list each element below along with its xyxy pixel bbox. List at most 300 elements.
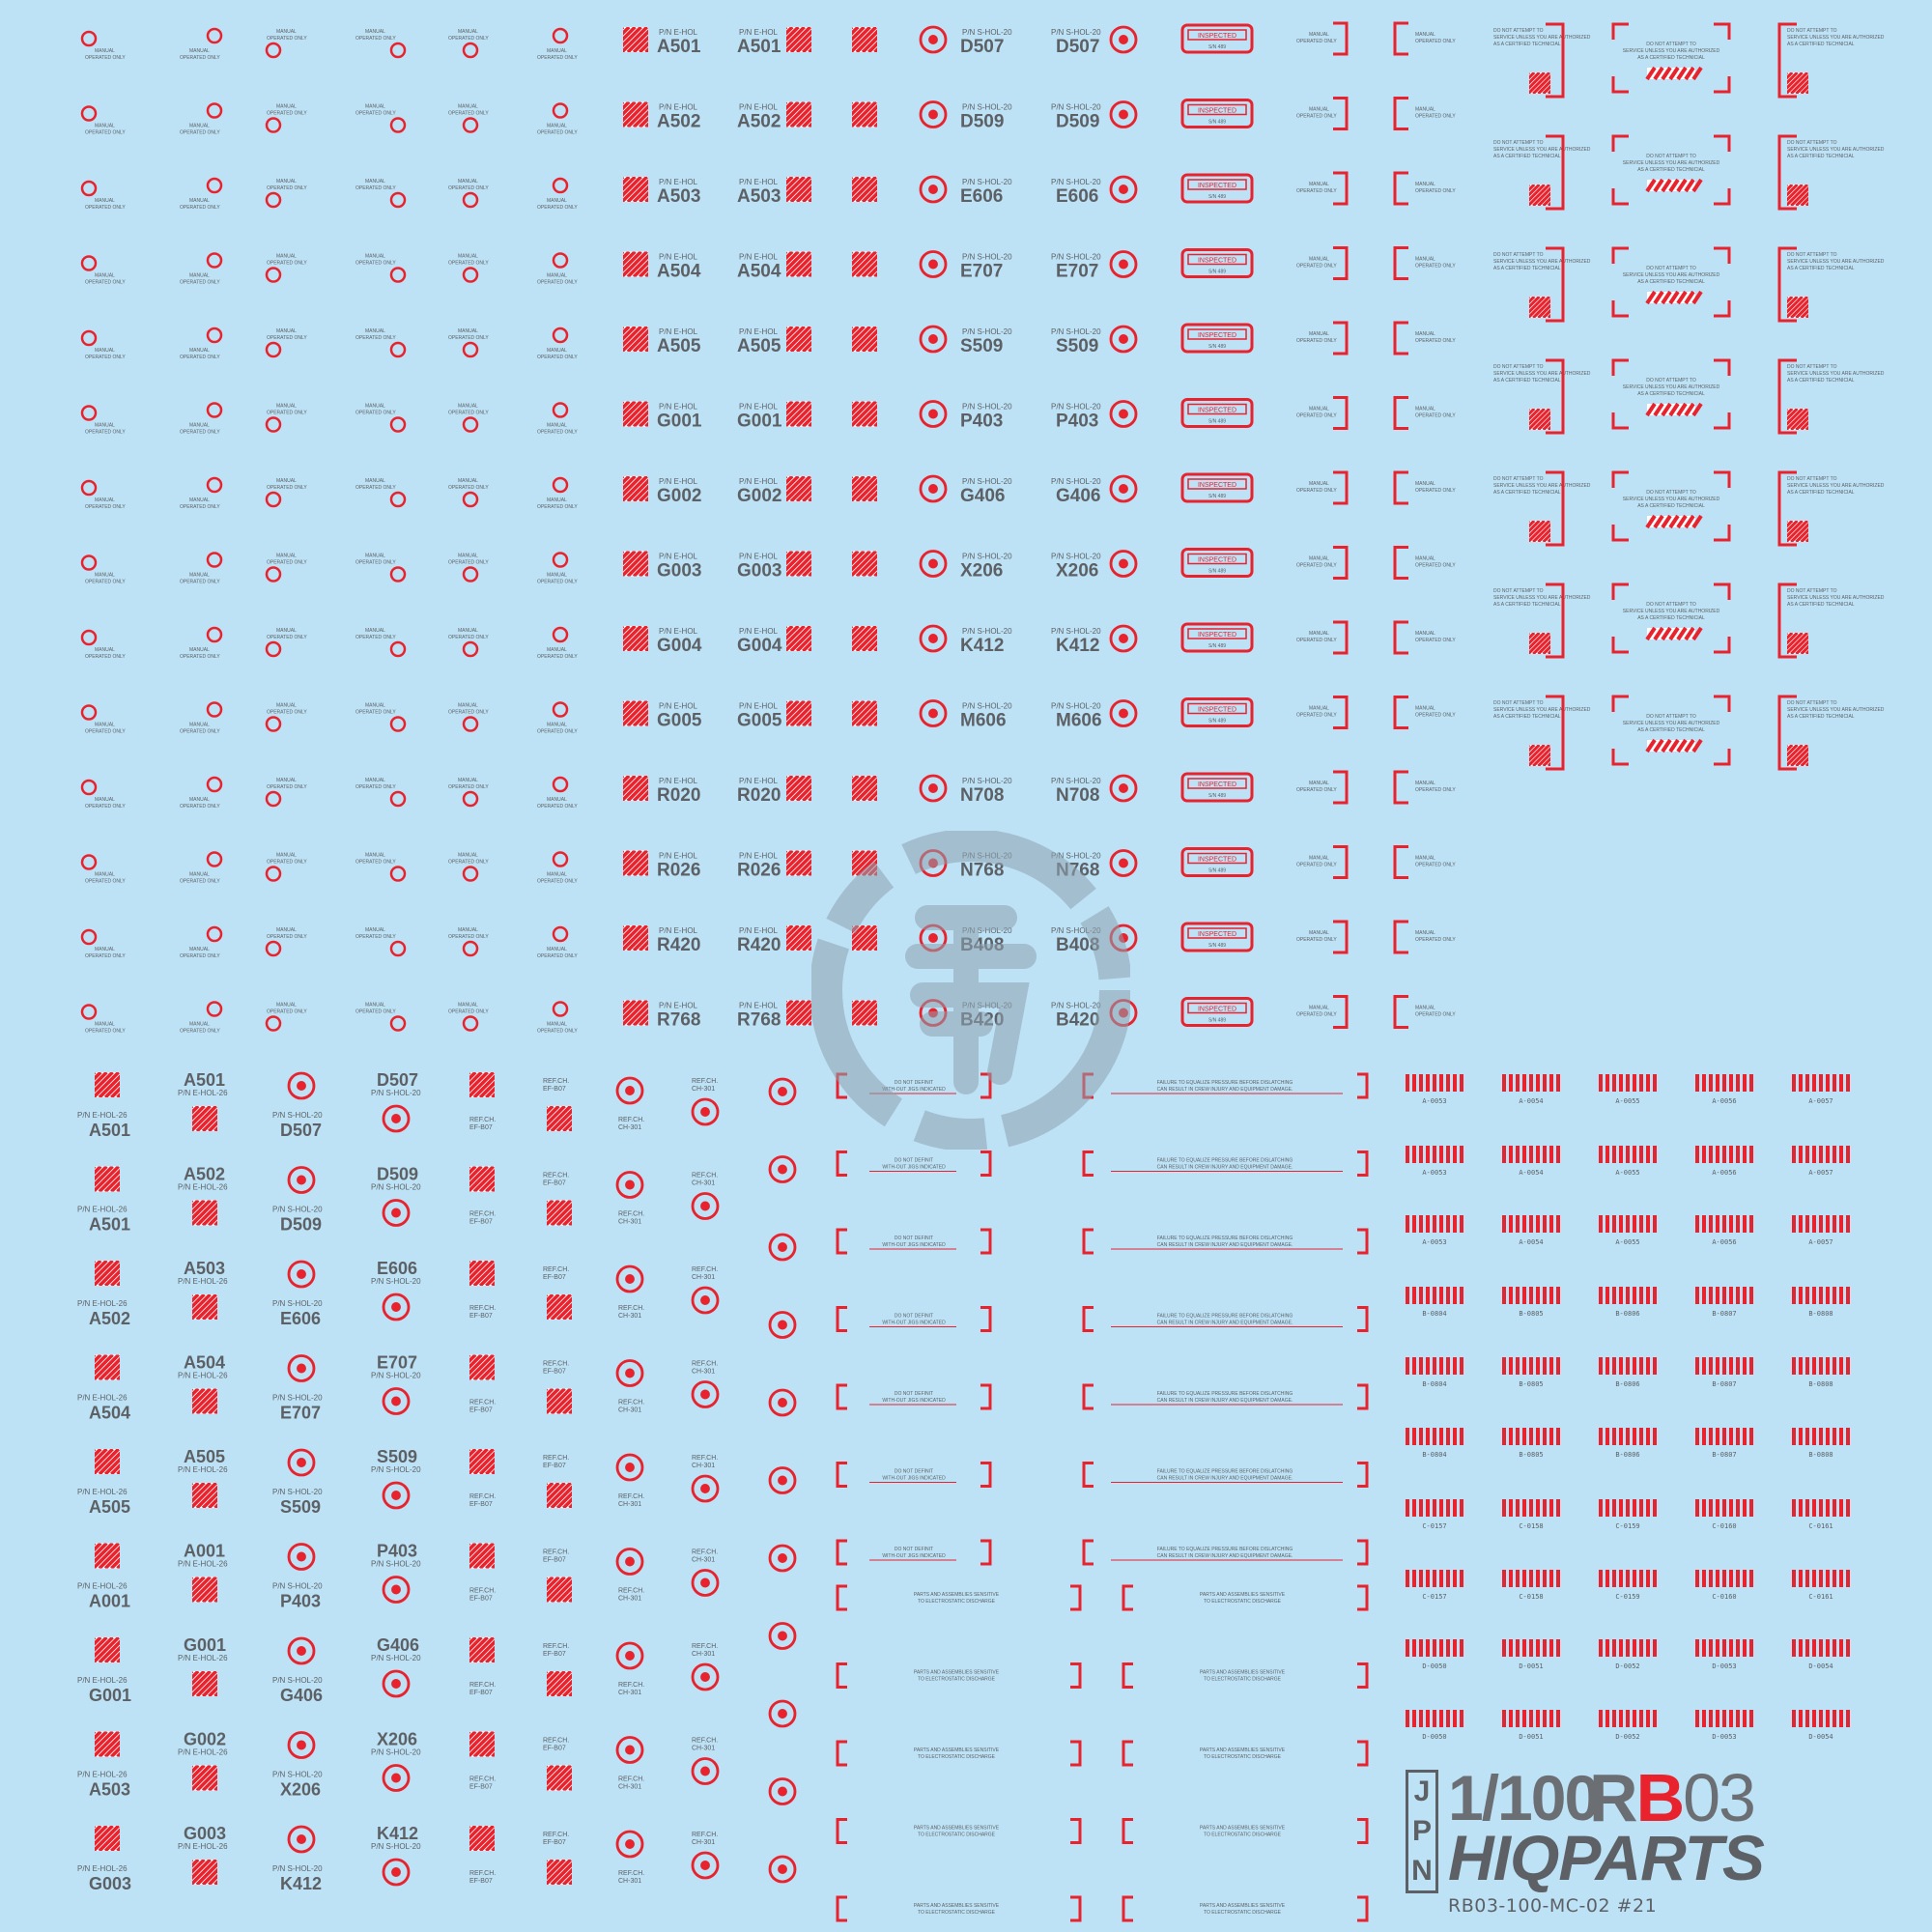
target-marker-dot bbox=[297, 1081, 306, 1091]
hatch-square-stripe bbox=[522, 1294, 547, 1320]
barcode-bar bbox=[1736, 1215, 1740, 1233]
barcode-bar bbox=[1729, 1287, 1733, 1304]
barcode-bar bbox=[1805, 1570, 1809, 1587]
hatch-square-stripe bbox=[141, 1637, 166, 1662]
target-marker-dot bbox=[625, 1274, 635, 1284]
barcode-bar bbox=[1529, 1639, 1533, 1657]
barcode-bar bbox=[1439, 1215, 1443, 1233]
barcode-bar bbox=[1605, 1215, 1609, 1233]
hatch-square-stripe bbox=[893, 626, 918, 651]
barcode-bar bbox=[1529, 1074, 1533, 1092]
part-code: G406 bbox=[960, 486, 1006, 506]
hatch-square-stripe bbox=[129, 1544, 155, 1569]
hatch-square-stripe bbox=[815, 402, 840, 427]
hatch-square-stripe bbox=[821, 177, 846, 202]
part-number-prefix: P/N S-HOL-20 bbox=[371, 1842, 421, 1851]
barcode-bar bbox=[1716, 1074, 1719, 1092]
manual-tag-text: OPERATED ONLY bbox=[537, 654, 578, 660]
target-marker-dot bbox=[297, 1646, 306, 1656]
warning-text: SERVICE UNLESS YOU ARE AUTHORIZED bbox=[1622, 160, 1720, 166]
manual-tag-text: OPERATED ONLY bbox=[1415, 113, 1456, 120]
strip-text: FAILURE TO EQUALIZE PRESSURE BEFORE DISLATCHING bbox=[1156, 1547, 1293, 1552]
strip-text: CAN RESULT IN CREW INJURY AND EQUIPMENT DAMAGE. bbox=[1156, 1242, 1293, 1248]
barcode bbox=[1599, 1146, 1657, 1163]
ref-text: CH-301 bbox=[618, 1406, 642, 1414]
ref-text: REF.CH. bbox=[543, 1643, 570, 1650]
hatch-square-stripe bbox=[493, 1732, 518, 1757]
hatch-square-stripe bbox=[118, 1544, 143, 1569]
barcode-bar bbox=[1743, 1287, 1747, 1304]
part-number-prefix: P/N S-HOL-20 bbox=[1051, 252, 1101, 262]
barcode-bar bbox=[1702, 1428, 1706, 1445]
hatch-square-stripe bbox=[827, 776, 852, 801]
hatch-square-stripe bbox=[576, 1201, 601, 1226]
jpn-letter: J bbox=[1413, 1776, 1431, 1808]
barcode bbox=[1502, 1287, 1560, 1304]
hatch-square-stripe bbox=[135, 1732, 160, 1757]
barcode-bar bbox=[1653, 1570, 1657, 1587]
manual-tag-ring bbox=[82, 1006, 96, 1019]
manual-tag-text: OPERATED ONLY bbox=[448, 185, 489, 191]
hatch-square bbox=[444, 1826, 541, 1851]
hatch-square bbox=[167, 1106, 264, 1131]
barcode-bar bbox=[1536, 1215, 1540, 1233]
part-number-prefix: P/N S-HOL-20 bbox=[1051, 327, 1101, 336]
barcode-bar bbox=[1702, 1074, 1706, 1092]
hatch-square-stripe bbox=[827, 626, 852, 651]
part-number-prefix: P/N E-HOL bbox=[739, 926, 779, 935]
barcode-bar bbox=[1799, 1357, 1803, 1375]
target-marker-dot bbox=[297, 1269, 306, 1279]
warning-stripe-bar bbox=[1647, 180, 1701, 191]
ref-text: EF-B07 bbox=[469, 1406, 493, 1414]
manual-tag-text: MANUAL bbox=[458, 328, 478, 334]
hatch-square bbox=[70, 1544, 166, 1569]
hatch-square-stripe bbox=[227, 1201, 252, 1226]
barcode-bar bbox=[1556, 1710, 1560, 1727]
manual-tag-ring bbox=[391, 418, 405, 432]
barcode-bar bbox=[1502, 1499, 1506, 1517]
barcode-bar bbox=[1833, 1074, 1836, 1092]
ref-text: REF.CH. bbox=[543, 1832, 570, 1838]
manual-tag-text: MANUAL bbox=[458, 29, 478, 35]
target-marker-dot bbox=[700, 1578, 710, 1588]
barcode-bar bbox=[1502, 1570, 1506, 1587]
barcode-bar bbox=[1792, 1428, 1796, 1445]
bracket-left bbox=[1395, 847, 1408, 878]
part-code: M606 bbox=[1056, 710, 1102, 731]
manual-tag-text: OPERATED ONLY bbox=[180, 205, 220, 211]
hatch-square-stripe bbox=[598, 327, 623, 352]
hatch-square-stripe bbox=[510, 1261, 535, 1286]
product-code: RB03-100-MC-02 #21 bbox=[1448, 1895, 1658, 1917]
hatch-square-stripe bbox=[233, 1294, 258, 1320]
hatch-square-stripe bbox=[167, 1389, 192, 1414]
barcode-bar bbox=[1599, 1215, 1603, 1233]
manual-tag-ring bbox=[267, 942, 280, 955]
barcode-bar bbox=[1556, 1357, 1560, 1375]
warning-hatch-stripe bbox=[1564, 409, 1585, 430]
hatch-square-stripe bbox=[815, 27, 840, 52]
ref-text: CH-301 bbox=[692, 1839, 716, 1846]
ref-text: CH-301 bbox=[692, 1745, 716, 1752]
barcode bbox=[1599, 1287, 1657, 1304]
hatch-square-stripe bbox=[239, 1389, 264, 1414]
hatch-square-stripe bbox=[167, 1860, 192, 1885]
hatch-square-stripe bbox=[215, 1106, 241, 1131]
barcode-bar bbox=[1799, 1428, 1803, 1445]
warning-text: DO NOT ATTEMPT TO bbox=[1787, 700, 1837, 706]
manual-tag-ring bbox=[391, 119, 405, 132]
barcode-bar bbox=[1516, 1710, 1520, 1727]
barcode bbox=[1792, 1074, 1850, 1092]
hatch-square-stripe bbox=[827, 552, 852, 577]
hatch-square-stripe bbox=[598, 701, 623, 726]
brand-block bbox=[1406, 1760, 1860, 1925]
hatch-square-stripe bbox=[593, 1389, 618, 1414]
part-code: A501 bbox=[657, 37, 701, 57]
manual-tag-text: OPERATED ONLY bbox=[85, 205, 126, 211]
part-code: A503 bbox=[89, 1779, 131, 1800]
barcode-bar bbox=[1695, 1639, 1699, 1657]
manual-tag-text: MANUAL bbox=[365, 253, 385, 260]
barcode-bar bbox=[1412, 1428, 1416, 1445]
warning-text: DO NOT ATTEMPT TO bbox=[1646, 266, 1696, 271]
barcode-bar bbox=[1729, 1074, 1733, 1092]
hatch-square-stripe bbox=[887, 626, 912, 651]
hatch-square-stripe bbox=[875, 776, 900, 801]
manual-tag-text: MANUAL bbox=[458, 1002, 478, 1009]
barcode-bar bbox=[1509, 1639, 1513, 1657]
ref-text: REF.CH. bbox=[543, 1455, 570, 1462]
warning-hatch-stripe bbox=[1806, 521, 1828, 542]
barcode-label: B-0806 bbox=[1615, 1310, 1640, 1318]
inspected-text: INSPECTED bbox=[1197, 632, 1237, 639]
manual-tag-text: OPERATED ONLY bbox=[448, 36, 489, 42]
inspected-serial: S/N 489 bbox=[1208, 418, 1227, 425]
target-marker-dot bbox=[1119, 260, 1128, 270]
manual-tag-text: MANUAL bbox=[1415, 555, 1435, 562]
strip-text: WITH-OUT JIGS INDICATED bbox=[882, 1242, 946, 1248]
manual-tag-text: MANUAL bbox=[95, 497, 115, 503]
barcode-bar bbox=[1826, 1570, 1830, 1587]
warning-hatch-stripe bbox=[1508, 745, 1529, 766]
bracket-left bbox=[1395, 248, 1408, 279]
barcode-bar bbox=[1502, 1074, 1506, 1092]
hatch-square-stripe bbox=[135, 1637, 160, 1662]
part-number-prefix: P/N E-HOL bbox=[739, 327, 779, 336]
part-code: E606 bbox=[960, 186, 1004, 207]
warning-hatch-stripe bbox=[1811, 633, 1833, 654]
manual-tag-text: MANUAL bbox=[458, 103, 478, 110]
hatch-square-stripe bbox=[124, 1355, 149, 1380]
warning-hatch-stripe bbox=[1564, 72, 1585, 94]
hatch-square-stripe bbox=[827, 552, 852, 577]
target-marker-dot bbox=[700, 1484, 710, 1493]
part-number-prefix: P/N E-HOL bbox=[739, 28, 779, 37]
barcode-bar bbox=[1736, 1639, 1740, 1657]
barcode-bar bbox=[1749, 1074, 1753, 1092]
barcode-bar bbox=[1812, 1287, 1816, 1304]
barcode bbox=[1599, 1499, 1657, 1517]
manual-tag-text: OPERATED ONLY bbox=[448, 335, 489, 341]
warning-text: SERVICE UNLESS YOU ARE AUTHORIZED bbox=[1493, 259, 1591, 265]
hatch-square bbox=[444, 1544, 541, 1569]
part-number-prefix: P/N S-HOL-20 bbox=[1051, 627, 1101, 636]
part-number-prefix: P/N E-HOL bbox=[739, 851, 779, 861]
barcode-bar bbox=[1702, 1287, 1706, 1304]
hatch-square-stripe bbox=[810, 776, 835, 801]
hatch-square-stripe bbox=[124, 1072, 149, 1097]
ref-text: CH-301 bbox=[618, 1124, 642, 1131]
inspected-serial: S/N 489 bbox=[1208, 44, 1227, 50]
barcode-bar bbox=[1695, 1357, 1699, 1375]
warning-hatch-stripe bbox=[1569, 72, 1590, 94]
manual-tag-ring bbox=[464, 418, 477, 432]
manual-tag-text: MANUAL bbox=[365, 702, 385, 709]
hatch-square bbox=[522, 1483, 618, 1508]
manual-tag-text: MANUAL bbox=[547, 198, 567, 204]
barcode bbox=[1599, 1357, 1657, 1375]
barcode-bar bbox=[1695, 1428, 1699, 1445]
warning-text: AS A CERTIFIED TECHNICIAL bbox=[1493, 266, 1561, 271]
hatch-square-stripe bbox=[124, 1826, 149, 1851]
hatch-square-stripe bbox=[498, 1732, 524, 1757]
strip-text: CAN RESULT IN CREW INJURY AND EQUIPMENT DAMAGE. bbox=[1156, 1398, 1293, 1404]
barcode-bar bbox=[1446, 1074, 1450, 1092]
part-number-prefix: P/N E-HOL-26 bbox=[178, 1182, 228, 1192]
barcode-bar bbox=[1509, 1499, 1513, 1517]
barcode bbox=[1599, 1428, 1657, 1445]
hatch-square bbox=[522, 1671, 618, 1696]
part-code: S509 bbox=[1056, 336, 1099, 356]
manual-tag-text: OPERATED ONLY bbox=[1296, 188, 1337, 194]
barcode-label: A-0057 bbox=[1808, 1097, 1833, 1105]
barcode-bar bbox=[1722, 1499, 1726, 1517]
barcode-bar bbox=[1729, 1428, 1733, 1445]
barcode-label: B-0808 bbox=[1808, 1310, 1833, 1318]
part-number-prefix: P/N E-HOL-26 bbox=[77, 1111, 128, 1120]
barcode-bar bbox=[1543, 1639, 1547, 1657]
barcode-bar bbox=[1653, 1357, 1657, 1375]
barcode-bar bbox=[1709, 1570, 1713, 1587]
bracket-left bbox=[1395, 472, 1408, 503]
ref-text: REF.CH. bbox=[543, 1078, 570, 1085]
manual-tag-text: OPERATED ONLY bbox=[180, 804, 220, 810]
part-number-prefix: P/N E-HOL bbox=[659, 552, 698, 561]
hatch-square-stripe bbox=[598, 27, 623, 52]
manual-tag-text: OPERATED ONLY bbox=[1415, 1011, 1456, 1018]
ref-text: EF-B07 bbox=[469, 1218, 493, 1226]
manual-tag-ring bbox=[464, 642, 477, 656]
warning-hatch-stripe bbox=[1806, 185, 1828, 206]
manual-tag-text: MANUAL bbox=[95, 422, 115, 429]
hatch-square-stripe bbox=[815, 552, 840, 577]
hatch-square-stripe bbox=[167, 1483, 192, 1508]
barcode-bar bbox=[1529, 1287, 1533, 1304]
hatch-square-stripe bbox=[570, 1766, 595, 1791]
part-number-prefix: P/N E-HOL-26 bbox=[178, 1465, 228, 1474]
barcode bbox=[1695, 1146, 1753, 1163]
barcode-bar bbox=[1522, 1639, 1526, 1657]
target-marker-dot bbox=[928, 334, 938, 344]
barcode-bar bbox=[1446, 1287, 1450, 1304]
target-marker-dot bbox=[700, 1107, 710, 1117]
part-number-prefix: P/N S-HOL-20 bbox=[962, 552, 1012, 561]
barcode-bar bbox=[1639, 1639, 1643, 1657]
hatch-square-stripe bbox=[810, 626, 835, 651]
manual-tag-ring bbox=[208, 254, 221, 268]
inspected-text: INSPECTED bbox=[1197, 781, 1237, 788]
manual-tag-ring bbox=[391, 269, 405, 282]
manual-tag-ring bbox=[464, 193, 477, 207]
strip-text: PARTS AND ASSEMBLIES SENSITIVE bbox=[1199, 1747, 1286, 1753]
strip-text: PARTS AND ASSEMBLIES SENSITIVE bbox=[1199, 1903, 1286, 1909]
part-code: A501 bbox=[89, 1214, 131, 1235]
barcode-label: A-0053 bbox=[1422, 1238, 1447, 1246]
hatch-square bbox=[167, 1860, 264, 1885]
hatch-square-stripe bbox=[827, 626, 852, 651]
manual-tag-text: OPERATED ONLY bbox=[537, 429, 578, 436]
hatch-square-stripe bbox=[821, 252, 846, 277]
barcode bbox=[1406, 1428, 1463, 1445]
barcode-bar bbox=[1639, 1074, 1643, 1092]
barcode-bar bbox=[1743, 1215, 1747, 1233]
hatch-square-stripe bbox=[875, 102, 900, 128]
hatch-square-stripe bbox=[570, 1671, 595, 1696]
manual-tag-ring bbox=[82, 182, 96, 195]
manual-tag-ring bbox=[464, 119, 477, 132]
barcode-bar bbox=[1426, 1428, 1430, 1445]
barcode-label: B-0804 bbox=[1422, 1310, 1447, 1318]
barcode-bar bbox=[1839, 1146, 1843, 1163]
ref-text: EF-B07 bbox=[469, 1783, 493, 1791]
hatch-square-stripe bbox=[118, 1826, 143, 1851]
barcode-bar bbox=[1805, 1639, 1809, 1657]
hatch-square-stripe bbox=[827, 776, 852, 801]
barcode-bar bbox=[1819, 1357, 1823, 1375]
part-code: G002 bbox=[184, 1729, 227, 1749]
manual-tag-ring bbox=[82, 481, 96, 495]
barcode-bar bbox=[1419, 1287, 1423, 1304]
barcode bbox=[1502, 1074, 1560, 1092]
manual-tag-text: OPERATED ONLY bbox=[537, 504, 578, 510]
manual-tag-ring bbox=[82, 631, 96, 644]
target-marker-dot bbox=[928, 185, 938, 194]
barcode-bar bbox=[1826, 1357, 1830, 1375]
hatch-square-stripe bbox=[167, 1201, 192, 1226]
barcode-bar bbox=[1799, 1287, 1803, 1304]
manual-tag-text: MANUAL bbox=[365, 179, 385, 185]
manual-tag-ring bbox=[208, 328, 221, 342]
barcode bbox=[1599, 1639, 1657, 1657]
hatch-square-stripe bbox=[893, 402, 918, 427]
barcode-bar bbox=[1722, 1287, 1726, 1304]
barcode-bar bbox=[1453, 1570, 1457, 1587]
part-code: N768 bbox=[960, 860, 1005, 881]
manual-tag-ring bbox=[208, 628, 221, 641]
warning-text: SERVICE UNLESS YOU ARE AUTHORIZED bbox=[1493, 595, 1591, 601]
barcode bbox=[1502, 1146, 1560, 1163]
target-marker-dot bbox=[700, 1202, 710, 1211]
barcode-bar bbox=[1639, 1146, 1643, 1163]
hatch-square-stripe bbox=[215, 1860, 241, 1885]
barcode-bar bbox=[1516, 1639, 1520, 1657]
hatch-square-stripe bbox=[70, 1826, 95, 1851]
warning-text: SERVICE UNLESS YOU ARE AUTHORIZED bbox=[1622, 609, 1720, 614]
barcode-bar bbox=[1549, 1570, 1553, 1587]
barcode-bar bbox=[1736, 1570, 1740, 1587]
warning-hatch bbox=[1508, 409, 1590, 430]
barcode-bar bbox=[1453, 1357, 1457, 1375]
barcode-bar bbox=[1433, 1146, 1436, 1163]
strip-bracket bbox=[1357, 1541, 1367, 1564]
part-code: X206 bbox=[1056, 560, 1099, 582]
hatch-square bbox=[70, 1449, 166, 1474]
barcode-bar bbox=[1812, 1357, 1816, 1375]
ref-text: CH-301 bbox=[692, 1086, 716, 1093]
hatch-square-stripe bbox=[233, 1106, 258, 1131]
hatch-square bbox=[827, 476, 923, 501]
strip-text: FAILURE TO EQUALIZE PRESSURE BEFORE DISLATCHING bbox=[1156, 1391, 1293, 1397]
barcode-bar bbox=[1709, 1710, 1713, 1727]
hatch-square-stripe bbox=[227, 1860, 252, 1885]
warning-hatch-stripe bbox=[1811, 521, 1833, 542]
barcode bbox=[1406, 1570, 1463, 1587]
target-marker-dot bbox=[625, 1557, 635, 1567]
barcode-bar bbox=[1536, 1710, 1540, 1727]
barcode-bar bbox=[1412, 1710, 1416, 1727]
strip-text: CAN RESULT IN CREW INJURY AND EQUIPMENT DAMAGE. bbox=[1156, 1087, 1293, 1093]
hatch-square bbox=[70, 1072, 166, 1097]
barcode-label: B-0804 bbox=[1422, 1451, 1447, 1459]
manual-tag-ring bbox=[208, 853, 221, 867]
barcode-bar bbox=[1736, 1357, 1740, 1375]
part-code: A501 bbox=[89, 1121, 131, 1140]
strip-text: DO NOT DEFINIT bbox=[894, 1236, 934, 1241]
manual-tag-text: MANUAL bbox=[1415, 32, 1435, 38]
ref-text: EF-B07 bbox=[543, 1086, 566, 1093]
hatch-square-stripe bbox=[167, 1294, 192, 1320]
part-code: P403 bbox=[280, 1591, 322, 1611]
warning-stripe-bar bbox=[1647, 292, 1701, 303]
hatch-square-stripe bbox=[444, 1826, 469, 1851]
part-code: A502 bbox=[737, 111, 781, 132]
warning-text: DO NOT ATTEMPT TO bbox=[1646, 490, 1696, 496]
manual-tag-text: OPERATED ONLY bbox=[355, 485, 396, 491]
ref-text: REF.CH. bbox=[543, 1548, 570, 1556]
hatch-square-stripe bbox=[498, 1826, 524, 1851]
barcode-bar bbox=[1612, 1215, 1616, 1233]
hatch-square-stripe bbox=[141, 1732, 166, 1757]
bracket-left bbox=[1395, 697, 1408, 728]
barcode-bar bbox=[1846, 1287, 1850, 1304]
bracket-left bbox=[1395, 622, 1408, 653]
inspected-serial: S/N 489 bbox=[1208, 269, 1227, 275]
strip-bracket bbox=[1357, 1385, 1367, 1408]
barcode-bar bbox=[1626, 1215, 1630, 1233]
manual-tag-ring bbox=[464, 867, 477, 881]
warning-hatch-stripe bbox=[1811, 185, 1833, 206]
hatch-square bbox=[167, 1577, 264, 1603]
barcode-bar bbox=[1633, 1215, 1636, 1233]
ref-text: REF.CH. bbox=[469, 1117, 497, 1123]
part-code: A001 bbox=[184, 1541, 226, 1561]
target-marker-dot bbox=[928, 410, 938, 419]
barcode-label: D-0054 bbox=[1808, 1662, 1833, 1670]
warning-text: DO NOT ATTEMPT TO bbox=[1493, 476, 1544, 482]
strip-text: FAILURE TO EQUALIZE PRESSURE BEFORE DISLATCHING bbox=[1156, 1236, 1293, 1241]
